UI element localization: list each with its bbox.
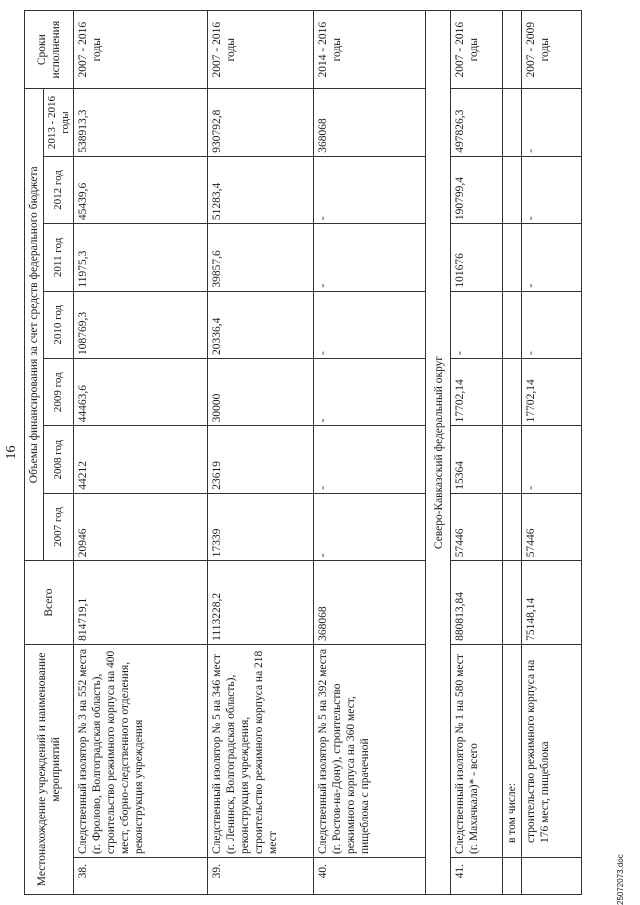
header-terms: Сроки исполнения <box>25 11 74 89</box>
cell-2007: - <box>314 493 426 560</box>
table-row <box>208 11 314 895</box>
cell-2013-2016: 538913,3 <box>74 89 208 156</box>
cell-2011: 39857,6 <box>208 224 314 291</box>
row-name: Следственный изолятор № 3 на 552 места (г. Фролово, Волгоградская область), строительство режимного корпуса на 400 мест, сборно-следственного отделения, реконструкция учреждения <box>74 644 208 857</box>
cell-2008: 15364 <box>451 426 503 493</box>
including-row <box>503 11 522 895</box>
cell-2008: 44212 <box>74 426 208 493</box>
cell-2012: 45439,6 <box>74 156 208 223</box>
row-number: 40. <box>314 858 426 895</box>
cell-total: 368068 <box>314 561 426 645</box>
cell-2013-2016: 930792,8 <box>208 89 314 156</box>
cell-2007: 57446 <box>451 493 503 560</box>
header-place: Местонахождение учреждений и наименование мероприятий <box>25 644 74 894</box>
row-name: Следственный изолятор № 5 на 346 мест (г. Ленинск, Волгоградская область), реконструкция учреждения, строительство режимного корпуса на 218 мест <box>208 644 314 857</box>
row-number: 41. <box>451 858 503 895</box>
cell-2011: 11975,3 <box>74 224 208 291</box>
row-number: 39. <box>208 858 314 895</box>
row-name: Следственный изолятор № 1 на 580 мест (г. Махачкала)* - всего <box>451 644 503 857</box>
header-year-2012: 2012 год <box>44 156 74 223</box>
row-name: строительство режимного корпуса на 176 мест, пищеблока <box>522 644 582 857</box>
cell-term: 2007 - 2016 годы <box>208 11 314 89</box>
cell-2009: - <box>314 358 426 425</box>
cell-2009: 30000 <box>208 358 314 425</box>
region-row <box>426 11 451 895</box>
header-year-2007: 2007 год <box>44 493 74 560</box>
cell-2008: - <box>314 426 426 493</box>
row-name: Следственный изолятор № 5 на 392 места (г. Ростов-на-Дону), строительство режимного корпуса на 360 мест, пищеблока с прачечной <box>314 644 426 857</box>
table-row <box>522 11 582 895</box>
cell-2011: 101676 <box>451 224 503 291</box>
cell-total: 814719,1 <box>74 561 208 645</box>
including-label: в том числе: <box>503 644 522 857</box>
header-year-2008: 2008 год <box>44 426 74 493</box>
cell-2007: 57446 <box>522 493 582 560</box>
table-row <box>314 11 426 895</box>
funding-table <box>24 10 582 895</box>
row-number: 38. <box>74 858 208 895</box>
cell-2013-2016: 368068 <box>314 89 426 156</box>
table-row <box>74 11 208 895</box>
cell-total: 75148,14 <box>522 561 582 645</box>
cell-2009: 17702,14 <box>451 358 503 425</box>
document-id: 25072073.doc <box>616 854 625 905</box>
cell-2013-2016: 497826,3 <box>451 89 503 156</box>
region-heading: Северо-Кавказский федеральный округ <box>426 11 451 895</box>
cell-total: 1113228,2 <box>208 561 314 645</box>
cell-total: 880813,84 <box>451 561 503 645</box>
cell-2010: - <box>314 291 426 358</box>
cell-2009: 44463,6 <box>74 358 208 425</box>
cell-2010: - <box>451 291 503 358</box>
cell-2010: - <box>522 291 582 358</box>
cell-2009: 17702,14 <box>522 358 582 425</box>
header-year-2013-2016: 2013 - 2016 годы <box>44 89 74 156</box>
cell-2011: - <box>314 224 426 291</box>
cell-2012: - <box>314 156 426 223</box>
page-number: 16 <box>4 445 19 460</box>
cell-2010: 108769,3 <box>74 291 208 358</box>
cell-term: 2007 - 2016 годы <box>451 11 503 89</box>
cell-2008: - <box>522 426 582 493</box>
header-year-2011: 2011 год <box>44 224 74 291</box>
cell-2010: 20336,4 <box>208 291 314 358</box>
table-row <box>451 11 503 895</box>
cell-2013-2016: - <box>522 89 582 156</box>
cell-term: 2007 - 2009 годы <box>522 11 582 89</box>
cell-term: 2007 - 2016 годы <box>74 11 208 89</box>
cell-term: 2014 - 2016 годы <box>314 11 426 89</box>
cell-2012: 51283,4 <box>208 156 314 223</box>
header-year-2010: 2010 год <box>44 291 74 358</box>
cell-2008: 23619 <box>208 426 314 493</box>
header-total: Всего <box>25 561 74 645</box>
header-year-2009: 2009 год <box>44 358 74 425</box>
cell-2007: 20946 <box>74 493 208 560</box>
cell-2011: - <box>522 224 582 291</box>
cell-2007: 17339 <box>208 493 314 560</box>
cell-2012: 190799,4 <box>451 156 503 223</box>
cell-2012: - <box>522 156 582 223</box>
header-funding: Объемы финансирования за счет средств федерального бюджета <box>25 89 44 561</box>
